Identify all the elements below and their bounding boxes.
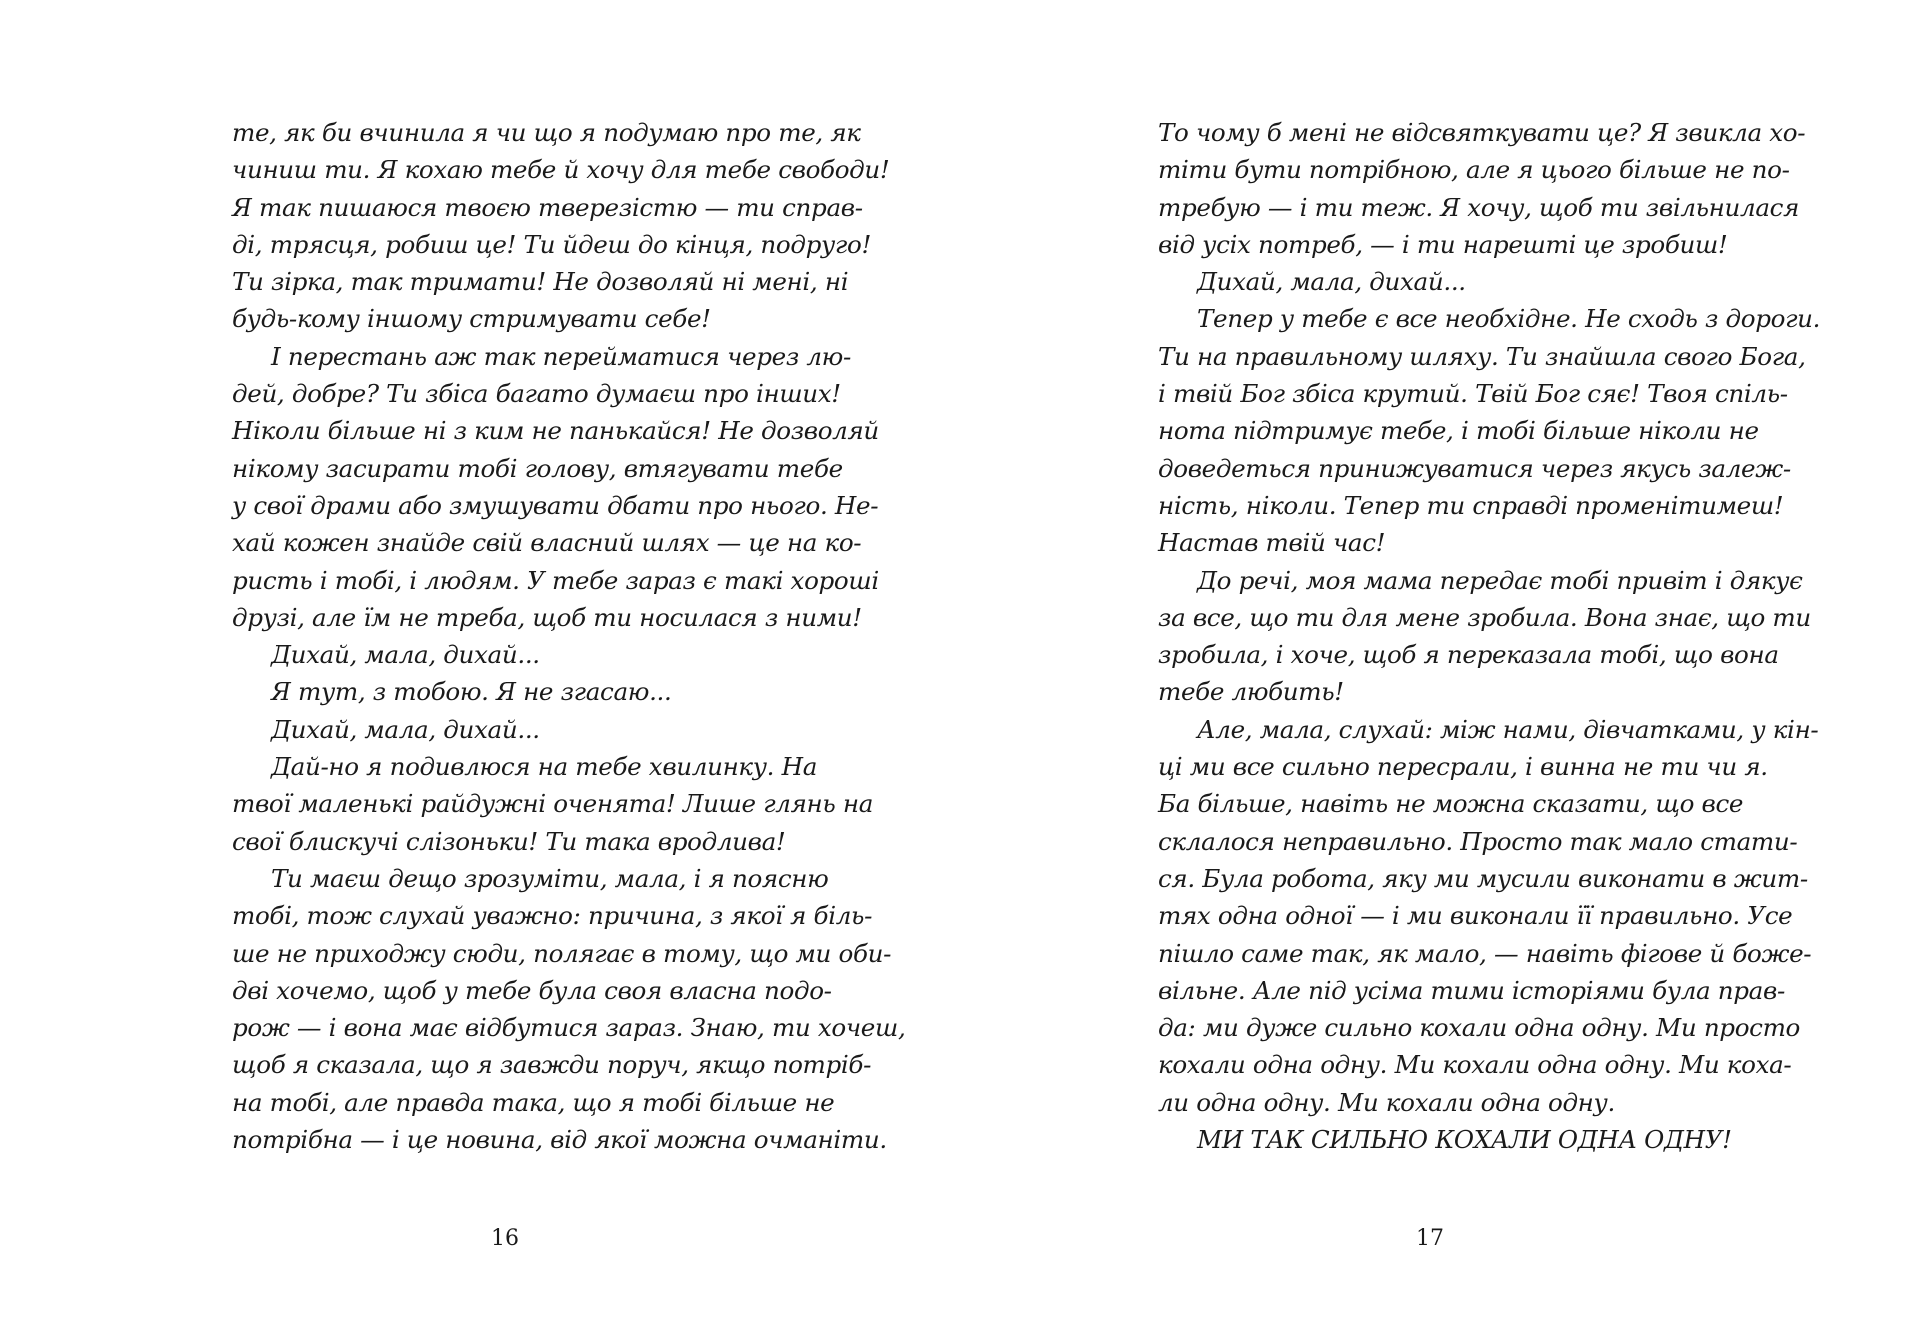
text-line: хай кожен знайде свій власний шлях — це на ко-: [232, 528, 862, 558]
text-line: нікому засирати тобі голову, втягувати тебе: [232, 453, 843, 483]
text-line: у свої драми або змушувати дбати про нього. Не-: [232, 490, 879, 520]
text-line: Ба більше, навіть не можна сказати, що все: [1158, 789, 1744, 819]
text-line: вільне. Але під усіма тими історіями була прав-: [1158, 975, 1785, 1005]
text-line: нота підтримує тебе, і тобі більше ніколи не: [1158, 416, 1759, 446]
text-line: друзі, але їм не треба, щоб ти носилася з ними!: [232, 602, 862, 632]
text-line: Але, мала, слухай: між нами, дівчатками, у кін-: [1197, 714, 1819, 744]
text-line: дей, добре? Ти збіса багато думаєш про інших!: [232, 379, 841, 409]
text-line: тіти бути потрібною, але я цього більше не по-: [1158, 155, 1790, 185]
text-line: рож — і вона має відбутися зараз. Знаю, ти хочеш,: [232, 1013, 906, 1043]
right-page-number: 17: [1416, 1226, 1444, 1251]
text-line: від усіх потреб, — і ти нарешті це зробиш!: [1158, 229, 1728, 259]
text-line: Настав твій час!: [1158, 528, 1386, 558]
text-line: тобі, тож слухай уважно: причина, з якої я біль-: [232, 901, 873, 931]
text-line: Ти на правильному шляху. Ти знайшла свого Бога,: [1158, 341, 1806, 371]
text-line: зробила, і хоче, щоб я переказала тобі, що вона: [1158, 640, 1779, 670]
text-line: склалося неправильно. Просто так мало стати-: [1158, 826, 1798, 856]
text-line: тях одна одної — і ми виконали її правильно. Усе: [1158, 901, 1793, 931]
text-line: потрібна — і це новина, від якої можна очманіти.: [232, 1125, 887, 1155]
text-line: кохали одна одну. Ми кохали одна одну. Ми коха-: [1158, 1050, 1792, 1080]
text-line: Дихай, мала, дихай...: [271, 640, 540, 670]
text-line: ся. Була робота, яку ми мусили виконати в жит-: [1158, 863, 1808, 893]
text-line: До речі, моя мама передає тобі привіт і дякує: [1197, 565, 1803, 595]
text-line: ше не приходжу сюди, полягає в тому, що ми оби-: [232, 938, 892, 968]
text-line: ді, трясця, робиш це! Ти йдеш до кінця, подруго!: [232, 229, 871, 259]
text-line: МИ ТАК СИЛЬНО КОХАЛИ ОДНА ОДНУ!: [1197, 1125, 1732, 1155]
text-line: те, як би вчинила я чи що я подумаю про те, як: [232, 118, 861, 147]
text-line: тебе любить!: [1158, 677, 1344, 707]
text-line: Я так пишаюся твоєю тверезістю — ти справ-: [232, 192, 863, 222]
text-line: будь-кому іншому стримувати себе!: [232, 304, 711, 334]
text-line: Ніколи більше ні з ким не панькайся! Не дозволяй: [232, 416, 879, 446]
text-line: Дихай, мала, дихай...: [271, 714, 540, 744]
text-line: пішло саме так, як мало, — навіть фігове й боже-: [1158, 938, 1812, 968]
text-line: Ти зірка, так тримати! Не дозволяй ні мені, ні: [232, 267, 849, 297]
text-line: То чому б мені не відсвяткувати це? Я звикла хо-: [1158, 118, 1806, 147]
text-line: на тобі, але правда така, що я тобі більше не: [232, 1087, 835, 1117]
text-line: чиниш ти. Я кохаю тебе й хочу для тебе свободи!: [232, 155, 890, 185]
text-line: Я тут, з тобою. Я не згасаю...: [271, 677, 672, 707]
text-line: Дихай, мала, дихай...: [1197, 267, 1466, 297]
text-line: доведеться принижуватися через якусь залеж-: [1158, 453, 1791, 483]
right-page-text: [1158, 114, 1821, 1158]
text-line: ристь і тобі, і людям. У тебе зараз є такі хороші: [232, 565, 879, 595]
text-line: і твій Бог збіса крутий. Твій Бог сяє! Твоя спіль-: [1158, 379, 1788, 409]
text-line: да: ми дуже сильно кохали одна одну. Ми просто: [1158, 1013, 1801, 1043]
text-line: щоб я сказала, що я завжди поруч, якщо потріб-: [232, 1050, 872, 1080]
text-line: ність, ніколи. Тепер ти справді променітимеш!: [1158, 490, 1784, 520]
text-line: требую — і ти теж. Я хочу, щоб ти звільнилася: [1158, 192, 1800, 222]
text-line: за все, що ти для мене зробила. Вона знає, що ти: [1158, 602, 1811, 632]
text-line: І перестань аж так перейматися через лю-: [271, 341, 851, 371]
text-line: Дай-но я подивлюся на тебе хвилинку. На: [271, 752, 818, 782]
text-line: твої маленькі райдужні оченята! Лише глянь на: [232, 789, 874, 819]
text-line: Ти маєш дещо зрозуміти, мала, і я поясню: [271, 863, 829, 893]
text-line: ці ми все сильно пересрали, і винна не ти чи я.: [1158, 752, 1768, 782]
text-line: ли одна одну. Ми кохали одна одну.: [1158, 1087, 1615, 1117]
left-page-text: [232, 114, 906, 1158]
text-line: свої блискучі слізоньки! Ти така вродлива!: [232, 826, 786, 856]
text-line: Тепер у тебе є все необхідне. Не сходь з дороги.: [1197, 304, 1821, 334]
left-page-number: 16: [491, 1226, 519, 1251]
text-line: дві хочемо, щоб у тебе була своя власна подо-: [232, 975, 832, 1005]
